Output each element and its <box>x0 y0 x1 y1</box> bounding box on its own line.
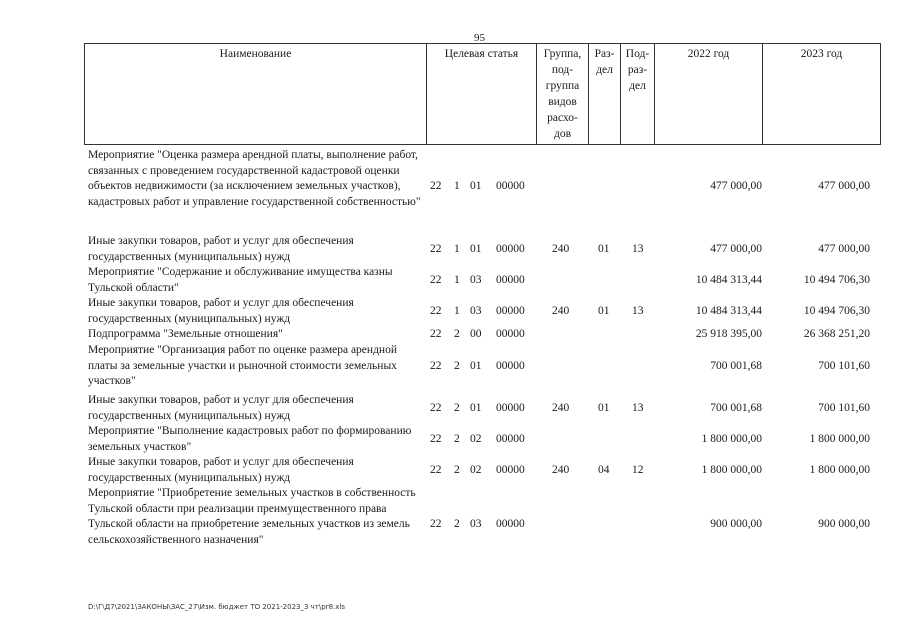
row-value-2022: 477 000,00 <box>710 180 762 192</box>
row-code-direction: 00000 <box>496 180 525 192</box>
row-code-program: 22 <box>430 402 442 414</box>
row-name: Иные закупки товаров, работ и услуг для обеспечения государственных (муниципальных) нужд <box>88 456 354 484</box>
row-code-direction: 00000 <box>496 433 525 445</box>
row-value-2023: 10 494 706,30 <box>803 305 870 317</box>
row-code-event: 01 <box>470 402 482 414</box>
row-code-event: 02 <box>470 464 482 476</box>
file-path-footer: D:\Г\Д7\2021\ЗАКОНЫ\ЗАС_27\Изм. бюджет ТО 2021-2023_3 чт\pr8.xls <box>88 603 345 611</box>
row-name: Мероприятие "Содержание и обслуживание имущества казны Тульской области" <box>88 266 393 294</box>
header-group: Группа, под- группа видов расхо- дов <box>537 44 589 145</box>
row-value-2022: 1 800 000,00 <box>701 433 762 445</box>
row-code-program: 22 <box>430 360 442 372</box>
row-code-direction: 00000 <box>496 402 525 414</box>
row-code-direction: 00000 <box>496 274 525 286</box>
row-code-event: 03 <box>470 305 482 317</box>
row-expense-group: 240 <box>552 243 570 255</box>
row-value-2023: 700 101,60 <box>818 402 870 414</box>
row-value-2022: 25 918 395,00 <box>695 328 762 340</box>
page-number: 95 <box>474 32 485 44</box>
table-row <box>84 343 880 393</box>
table-row <box>84 148 880 234</box>
row-code-subprogram: 1 <box>454 243 460 255</box>
row-section: 01 <box>598 243 610 255</box>
header-section: Раз- дел <box>589 44 621 145</box>
row-code-subprogram: 2 <box>454 360 460 372</box>
row-code-subprogram: 2 <box>454 518 460 530</box>
table-row <box>84 486 880 566</box>
row-code-direction: 00000 <box>496 328 525 340</box>
row-section: 01 <box>598 305 610 317</box>
row-value-2022: 1 800 000,00 <box>701 464 762 476</box>
row-code-subprogram: 1 <box>454 180 460 192</box>
row-section: 04 <box>598 464 610 476</box>
row-value-2022: 10 484 313,44 <box>695 274 762 286</box>
row-code-program: 22 <box>430 305 442 317</box>
table-body <box>84 148 880 566</box>
row-section: 01 <box>598 402 610 414</box>
table-header <box>84 43 881 145</box>
row-value-2023: 1 800 000,00 <box>809 433 870 445</box>
header-subsection: Под- раз- дел <box>621 44 655 145</box>
row-name: Мероприятие "Выполнение кадастровых работ по формированию земельных участков" <box>88 425 412 453</box>
row-value-2023: 477 000,00 <box>818 243 870 255</box>
table-row <box>84 296 880 327</box>
row-code-event: 01 <box>470 360 482 372</box>
row-code-direction: 00000 <box>496 518 525 530</box>
row-value-2023: 10 494 706,30 <box>803 274 870 286</box>
row-name: Иные закупки товаров, работ и услуг для обеспечения государственных (муниципальных) нужд <box>88 394 354 422</box>
row-code-program: 22 <box>430 274 442 286</box>
row-code-program: 22 <box>430 433 442 445</box>
row-code-subprogram: 2 <box>454 464 460 476</box>
row-code-program: 22 <box>430 243 442 255</box>
row-name: Мероприятие "Приобретение земельных участков в собственность Тульской области при реализации преимущественного права Тульской области на приобретение земельных участков из земель сельскохозяйственного назначения" <box>88 487 416 546</box>
table-row <box>84 265 880 296</box>
row-name: Иные закупки товаров, работ и услуг для обеспечения государственных (муниципальных) нужд <box>88 235 354 263</box>
row-expense-group: 240 <box>552 305 570 317</box>
row-code-subprogram: 1 <box>454 274 460 286</box>
row-code-subprogram: 1 <box>454 305 460 317</box>
row-code-event: 00 <box>470 328 482 340</box>
row-value-2022: 700 001,68 <box>710 360 762 372</box>
row-subsection: 13 <box>632 305 644 317</box>
row-name: Мероприятие "Организация работ по оценке размера арендной платы за земельные участки и рыночной стоимости земельных участков" <box>88 344 397 387</box>
table-row <box>84 393 880 424</box>
header-year-2023: 2023 год <box>763 44 881 145</box>
row-value-2022: 700 001,68 <box>710 402 762 414</box>
row-value-2022: 900 000,00 <box>710 518 762 530</box>
row-code-direction: 00000 <box>496 360 525 372</box>
row-value-2022: 477 000,00 <box>710 243 762 255</box>
row-code-subprogram: 2 <box>454 433 460 445</box>
row-code-event: 01 <box>470 180 482 192</box>
table-row <box>84 234 880 265</box>
row-name: Подпрограмма "Земельные отношения" <box>88 328 283 340</box>
row-expense-group: 240 <box>552 402 570 414</box>
header-name: Наименование <box>85 44 427 145</box>
row-expense-group: 240 <box>552 464 570 476</box>
row-value-2023: 477 000,00 <box>818 180 870 192</box>
row-value-2023: 26 368 251,20 <box>803 328 870 340</box>
row-value-2022: 10 484 313,44 <box>695 305 762 317</box>
row-code-subprogram: 2 <box>454 402 460 414</box>
row-code-direction: 00000 <box>496 305 525 317</box>
table-row <box>84 424 880 455</box>
row-value-2023: 700 101,60 <box>818 360 870 372</box>
row-code-program: 22 <box>430 518 442 530</box>
table-row <box>84 327 880 343</box>
header-year-2022: 2022 год <box>655 44 763 145</box>
row-code-subprogram: 2 <box>454 328 460 340</box>
row-code-direction: 00000 <box>496 243 525 255</box>
row-code-direction: 00000 <box>496 464 525 476</box>
row-code-program: 22 <box>430 464 442 476</box>
row-subsection: 13 <box>632 402 644 414</box>
header-target: Целевая статья <box>427 44 537 145</box>
row-code-program: 22 <box>430 328 442 340</box>
row-code-event: 02 <box>470 433 482 445</box>
row-code-event: 03 <box>470 518 482 530</box>
table-row <box>84 455 880 486</box>
row-code-program: 22 <box>430 180 442 192</box>
row-name: Мероприятие "Оценка размера арендной платы, выполнение работ, связанных с проведением государственной кадастровой оценки объектов недвижимости (за исключением земельных участков), кадастровых работ и управление государственной собственностью" <box>88 149 421 208</box>
row-code-event: 03 <box>470 274 482 286</box>
row-name: Иные закупки товаров, работ и услуг для обеспечения государственных (муниципальных) нужд <box>88 297 354 325</box>
row-value-2023: 900 000,00 <box>818 518 870 530</box>
row-code-event: 01 <box>470 243 482 255</box>
row-value-2023: 1 800 000,00 <box>809 464 870 476</box>
row-subsection: 13 <box>632 243 644 255</box>
row-subsection: 12 <box>632 464 644 476</box>
